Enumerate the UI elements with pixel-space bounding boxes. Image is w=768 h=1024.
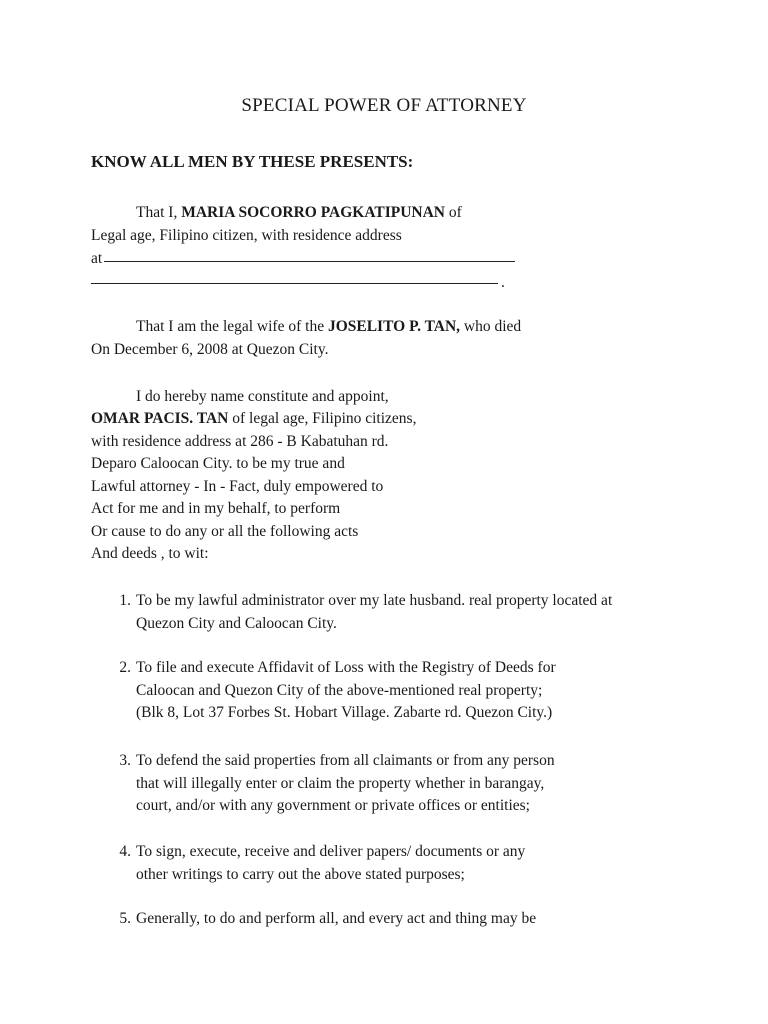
para3-line4: Deparo Caloocan City. to be my true and (91, 455, 345, 472)
para1-prefix: That I, (136, 204, 182, 221)
para2-prefix: That I am the legal wife of the (136, 318, 328, 335)
document-title: SPECIAL POWER OF ATTORNEY (241, 95, 527, 116)
para1-line3: at (91, 250, 103, 267)
list-line: To sign, execute, receive and deliver papers/ documents or any (136, 843, 526, 860)
para3-line6: Act for me and in my behalf, to perform (91, 500, 341, 517)
address-blank-line-1 (104, 261, 515, 262)
para3-line2-suffix: of legal age, Filipino citizens, (228, 410, 417, 427)
list-line: Quezon City and Caloocan City. (136, 614, 337, 632)
list-number: 3. (119, 752, 131, 769)
para2-line2: On December 6, 2008 at Quezon City. (91, 341, 329, 358)
list-line: To be my lawful administrator over my late husband. real property located at (136, 592, 613, 609)
list-line: Caloocan and Quezon City of the above-mentioned real property; (136, 681, 543, 699)
list-line: (Blk 8, Lot 37 Forbes St. Hobart Village. Zabarte rd. Quezon City.) (136, 704, 553, 721)
para2-line1 (136, 316, 521, 338)
list-line: other writings to carry out the above stated purposes; (136, 865, 465, 883)
husband-name: JOSELITO P. TAN, (327, 318, 461, 335)
list-number: 1. (119, 592, 131, 609)
address-blank-line-2 (91, 283, 498, 284)
para3-line3: with residence address at 286 - B Kabatuhan rd. (91, 433, 389, 450)
para3-line1: I do hereby name constitute and appoint, (136, 388, 389, 405)
list-line: To defend the said properties from all claimants or from any person (136, 752, 555, 769)
para1-line2: Legal age, Filipino citizen, with residence address (91, 227, 402, 244)
para2-suffix: who died (460, 318, 522, 335)
document-heading: KNOW ALL MEN BY THESE PRESENTS: (91, 152, 414, 171)
attorney-name: OMAR PACIS. TAN (91, 410, 229, 427)
list-line: To file and execute Affidavit of Loss with the Registry of Deeds for (136, 659, 556, 676)
list-number: 2. (119, 659, 131, 676)
para1-line4-end: . (501, 274, 505, 291)
list-number: 5. (119, 910, 131, 927)
list-line: Generally, to do and perform all, and every act and thing may be (136, 910, 537, 927)
list-line: court, and/or with any government or private offices or entities; (136, 797, 530, 814)
list-number: 4. (119, 843, 131, 860)
para3-line5: Lawful attorney - In - Fact, duly empowered to (91, 478, 384, 495)
para1-line1 (136, 202, 462, 224)
para3-line2 (91, 408, 416, 430)
list-line: that will illegally enter or claim the property whether in barangay, (136, 774, 545, 792)
para3-line7: Or cause to do any or all the following acts (91, 523, 359, 540)
para1-suffix: of (445, 204, 462, 221)
grantor-name: MARIA SOCORRO PAGKATIPUNAN (181, 204, 445, 221)
para3-line8: And deeds , to wit: (91, 545, 209, 562)
